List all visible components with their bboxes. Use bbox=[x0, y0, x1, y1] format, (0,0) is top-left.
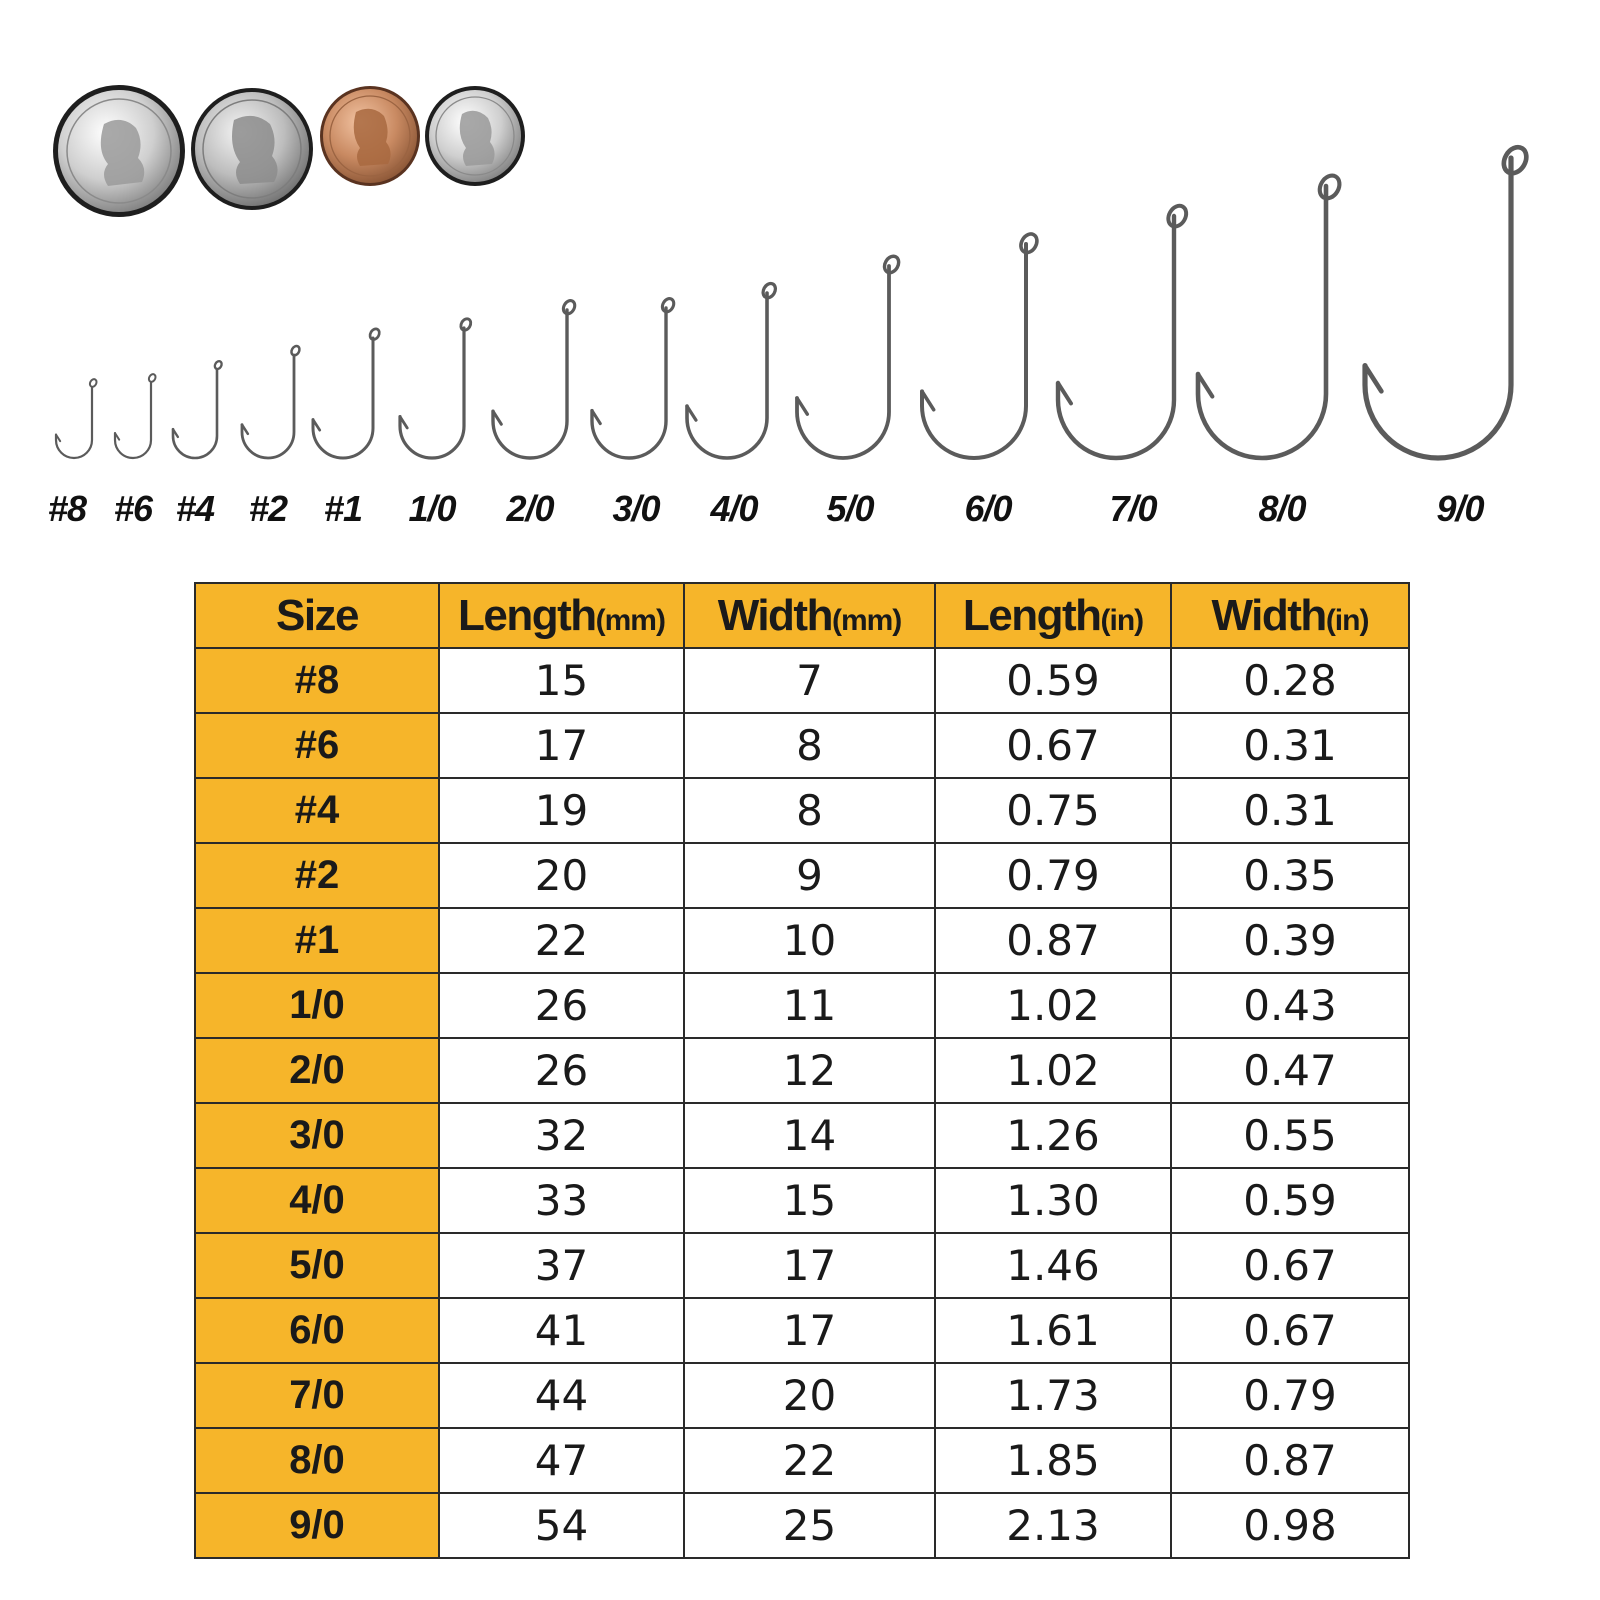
table-body bbox=[195, 648, 1409, 1558]
table-row bbox=[195, 1233, 1409, 1298]
length-in-cell: 0.67 bbox=[935, 713, 1171, 778]
width-in-cell: 0.87 bbox=[1171, 1428, 1409, 1493]
length-mm-cell: 44 bbox=[439, 1363, 684, 1428]
length-in-cell: 0.59 bbox=[935, 648, 1171, 713]
length-in-cell: 1.02 bbox=[935, 1038, 1171, 1103]
fish-hook-icon bbox=[173, 360, 223, 458]
table-row bbox=[195, 1298, 1409, 1363]
hook-size-label: #2 bbox=[248, 488, 288, 529]
table-row bbox=[195, 1038, 1409, 1103]
table-header-row bbox=[195, 583, 1409, 648]
width-in-cell: 0.55 bbox=[1171, 1103, 1409, 1168]
length-in-cell: 1.61 bbox=[935, 1298, 1171, 1363]
width-mm-cell: 11 bbox=[684, 973, 935, 1038]
table-row bbox=[195, 1428, 1409, 1493]
size-cell: #1 bbox=[195, 908, 439, 973]
hook-size-label: #6 bbox=[113, 488, 153, 529]
hook-size-label: 2/0 bbox=[506, 488, 554, 529]
length-in-cell: 1.85 bbox=[935, 1428, 1171, 1493]
fish-hook-icon bbox=[493, 299, 577, 458]
width-mm-cell: 17 bbox=[684, 1233, 935, 1298]
length-in-cell: 1.02 bbox=[935, 973, 1171, 1038]
hook-size-label: 8/0 bbox=[1258, 488, 1306, 529]
header-length-in: Length(in) bbox=[935, 583, 1171, 648]
length-mm-cell: 15 bbox=[439, 648, 684, 713]
fish-hook-icon bbox=[400, 317, 473, 458]
table-row bbox=[195, 908, 1409, 973]
width-mm-cell: 25 bbox=[684, 1493, 935, 1558]
length-in-cell: 1.46 bbox=[935, 1233, 1171, 1298]
length-in-cell: 0.75 bbox=[935, 778, 1171, 843]
length-mm-cell: 26 bbox=[439, 1038, 684, 1103]
hook-size-label: #8 bbox=[47, 488, 87, 529]
hook-size-labels bbox=[0, 488, 1600, 538]
width-mm-cell: 7 bbox=[684, 648, 935, 713]
width-mm-cell: 10 bbox=[684, 908, 935, 973]
length-mm-cell: 41 bbox=[439, 1298, 684, 1363]
table-row bbox=[195, 1493, 1409, 1558]
length-in-cell: 1.73 bbox=[935, 1363, 1171, 1428]
length-mm-cell: 19 bbox=[439, 778, 684, 843]
width-in-cell: 0.98 bbox=[1171, 1493, 1409, 1558]
table-row bbox=[195, 973, 1409, 1038]
size-cell: 8/0 bbox=[195, 1428, 439, 1493]
width-in-cell: 0.35 bbox=[1171, 843, 1409, 908]
length-mm-cell: 33 bbox=[439, 1168, 684, 1233]
table-row bbox=[195, 648, 1409, 713]
width-mm-cell: 8 bbox=[684, 713, 935, 778]
width-in-cell: 0.31 bbox=[1171, 713, 1409, 778]
table-row bbox=[195, 1103, 1409, 1168]
length-mm-cell: 54 bbox=[439, 1493, 684, 1558]
length-in-cell: 0.79 bbox=[935, 843, 1171, 908]
fish-hook-icon bbox=[797, 254, 902, 458]
length-mm-cell: 32 bbox=[439, 1103, 684, 1168]
length-mm-cell: 47 bbox=[439, 1428, 684, 1493]
length-mm-cell: 37 bbox=[439, 1233, 684, 1298]
fish-hook-icon bbox=[687, 281, 778, 458]
fish-hook-icon bbox=[115, 373, 157, 458]
table-row bbox=[195, 1363, 1409, 1428]
width-in-cell: 0.67 bbox=[1171, 1233, 1409, 1298]
fish-hook-icon bbox=[1198, 172, 1343, 458]
size-cell: 2/0 bbox=[195, 1038, 439, 1103]
width-in-cell: 0.47 bbox=[1171, 1038, 1409, 1103]
width-in-cell: 0.79 bbox=[1171, 1363, 1409, 1428]
fish-hook-icon bbox=[922, 231, 1040, 458]
size-cell: 1/0 bbox=[195, 973, 439, 1038]
table-row bbox=[195, 713, 1409, 778]
hook-size-label: 3/0 bbox=[612, 488, 660, 529]
header-size: Size bbox=[195, 583, 439, 648]
width-mm-cell: 9 bbox=[684, 843, 935, 908]
header-width-mm: Width(mm) bbox=[684, 583, 935, 648]
size-cell: 9/0 bbox=[195, 1493, 439, 1558]
width-in-cell: 0.67 bbox=[1171, 1298, 1409, 1363]
hook-size-label: #4 bbox=[175, 488, 215, 529]
size-cell: #4 bbox=[195, 778, 439, 843]
fish-hook-icon bbox=[313, 327, 381, 458]
width-in-cell: 0.43 bbox=[1171, 973, 1409, 1038]
length-in-cell: 1.30 bbox=[935, 1168, 1171, 1233]
hook-size-label: 6/0 bbox=[964, 488, 1012, 529]
hook-size-label: 9/0 bbox=[1436, 488, 1484, 529]
length-in-cell: 0.87 bbox=[935, 908, 1171, 973]
size-cell: #6 bbox=[195, 713, 439, 778]
hook-illustrations bbox=[0, 140, 1600, 540]
hook-size-label: #1 bbox=[323, 488, 363, 529]
hook-size-table bbox=[194, 582, 1410, 1559]
fish-hook-icon bbox=[1365, 143, 1531, 458]
table-row bbox=[195, 843, 1409, 908]
width-in-cell: 0.59 bbox=[1171, 1168, 1409, 1233]
width-mm-cell: 17 bbox=[684, 1298, 935, 1363]
width-mm-cell: 8 bbox=[684, 778, 935, 843]
size-cell: #2 bbox=[195, 843, 439, 908]
size-cell: 5/0 bbox=[195, 1233, 439, 1298]
header-width-in: Width(in) bbox=[1171, 583, 1409, 648]
table-row bbox=[195, 1168, 1409, 1233]
fish-hook-icon bbox=[242, 345, 301, 458]
length-in-cell: 2.13 bbox=[935, 1493, 1171, 1558]
length-mm-cell: 26 bbox=[439, 973, 684, 1038]
width-mm-cell: 15 bbox=[684, 1168, 935, 1233]
hook-size-label: 5/0 bbox=[826, 488, 874, 529]
length-mm-cell: 22 bbox=[439, 908, 684, 973]
size-cell: 6/0 bbox=[195, 1298, 439, 1363]
size-cell: 7/0 bbox=[195, 1363, 439, 1428]
header-length-mm: Length(mm) bbox=[439, 583, 684, 648]
size-cell: 3/0 bbox=[195, 1103, 439, 1168]
width-in-cell: 0.28 bbox=[1171, 648, 1409, 713]
fish-hook-icon bbox=[592, 297, 676, 458]
width-mm-cell: 12 bbox=[684, 1038, 935, 1103]
width-mm-cell: 20 bbox=[684, 1363, 935, 1428]
table-row bbox=[195, 778, 1409, 843]
hook-size-label: 1/0 bbox=[408, 488, 456, 529]
fish-hook-icon bbox=[56, 378, 98, 458]
width-in-cell: 0.31 bbox=[1171, 778, 1409, 843]
fish-hook-icon bbox=[1058, 203, 1190, 458]
width-in-cell: 0.39 bbox=[1171, 908, 1409, 973]
size-cell: #8 bbox=[195, 648, 439, 713]
size-cell: 4/0 bbox=[195, 1168, 439, 1233]
width-mm-cell: 14 bbox=[684, 1103, 935, 1168]
hook-size-label: 7/0 bbox=[1109, 488, 1157, 529]
width-mm-cell: 22 bbox=[684, 1428, 935, 1493]
length-mm-cell: 17 bbox=[439, 713, 684, 778]
hook-size-label: 4/0 bbox=[710, 488, 758, 529]
length-mm-cell: 20 bbox=[439, 843, 684, 908]
length-in-cell: 1.26 bbox=[935, 1103, 1171, 1168]
